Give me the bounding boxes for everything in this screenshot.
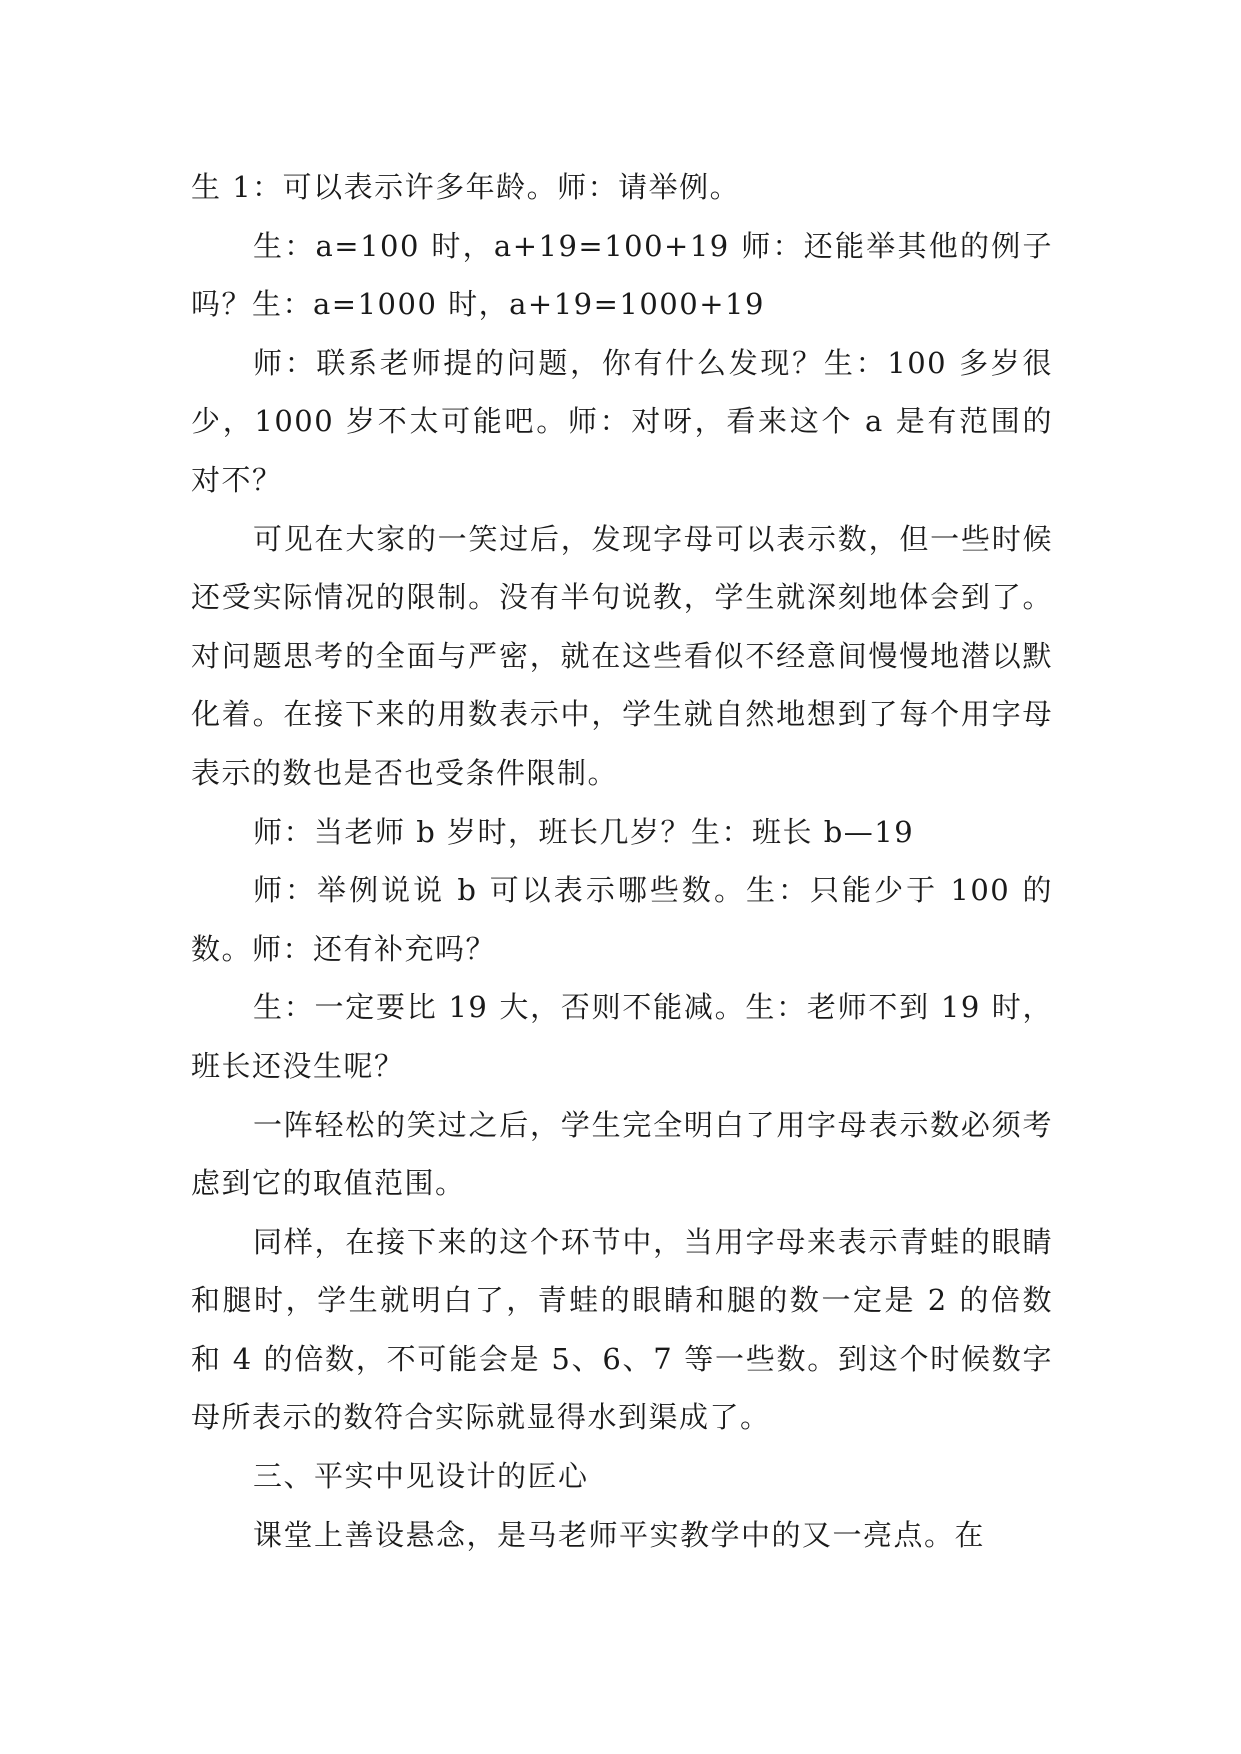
paragraph: 可见在大家的一笑过后，发现字母可以表示数，但一些时候还受实际情况的限制。没有半句说教，学生就深刻地体会到了。对问题思考的全面与严密，就在这些看似不经意间慢慢地潜以默化着。在接下来的用数表示中，学生就自然地想到了每个用字母表示的数也是否也受条件限制。 <box>191 521 1053 790</box>
paragraph: 师：联系老师提的问题，你有什么发现？生：100 多岁很少，1000 岁不太可能吧。师：对呀，看来这个 a 是有范围的对不？ <box>191 345 1053 497</box>
paragraph: 一阵轻松的笑过之后，学生完全明白了用字母表示数必须考虑到它的取值范围。 <box>191 1107 1053 1201</box>
paragraph: 师：举例说说 b 可以表示哪些数。生：只能少于 100 的数。师：还有补充吗？ <box>191 873 1053 966</box>
paragraph: 生 1：可以表示许多年龄。师：请举例。 <box>191 170 741 204</box>
paragraph: 生：一定要比 19 大，否则不能减。生：老师不到 19 时，班长还没生呢？ <box>191 990 1053 1083</box>
paragraph: 生：a=100 时，a+19=100+19 师：还能举其他的例子吗？生：a=1000 时，a+19=1000+19 <box>191 228 1053 322</box>
document-body <box>191 158 1053 1564</box>
paragraph: 同样，在接下来的这个环节中，当用字母来表示青蛙的眼睛和腿时，学生就明白了，青蛙的眼睛和腿的数一定是 2 的倍数和 4 的倍数，不可能会是 5、6、7 等一些数。到这个时候数字母所表示的数符合实际就显得水到渠成了。 <box>191 1224 1053 1435</box>
paragraph: 课堂上善设悬念，是马老师平实教学中的又一亮点。在 <box>253 1517 986 1552</box>
paragraph: 师：当老师 b 岁时，班长几岁？生：班长 b—19 <box>253 814 915 849</box>
section-heading: 三、平实中见设计的匠心 <box>253 1459 589 1494</box>
